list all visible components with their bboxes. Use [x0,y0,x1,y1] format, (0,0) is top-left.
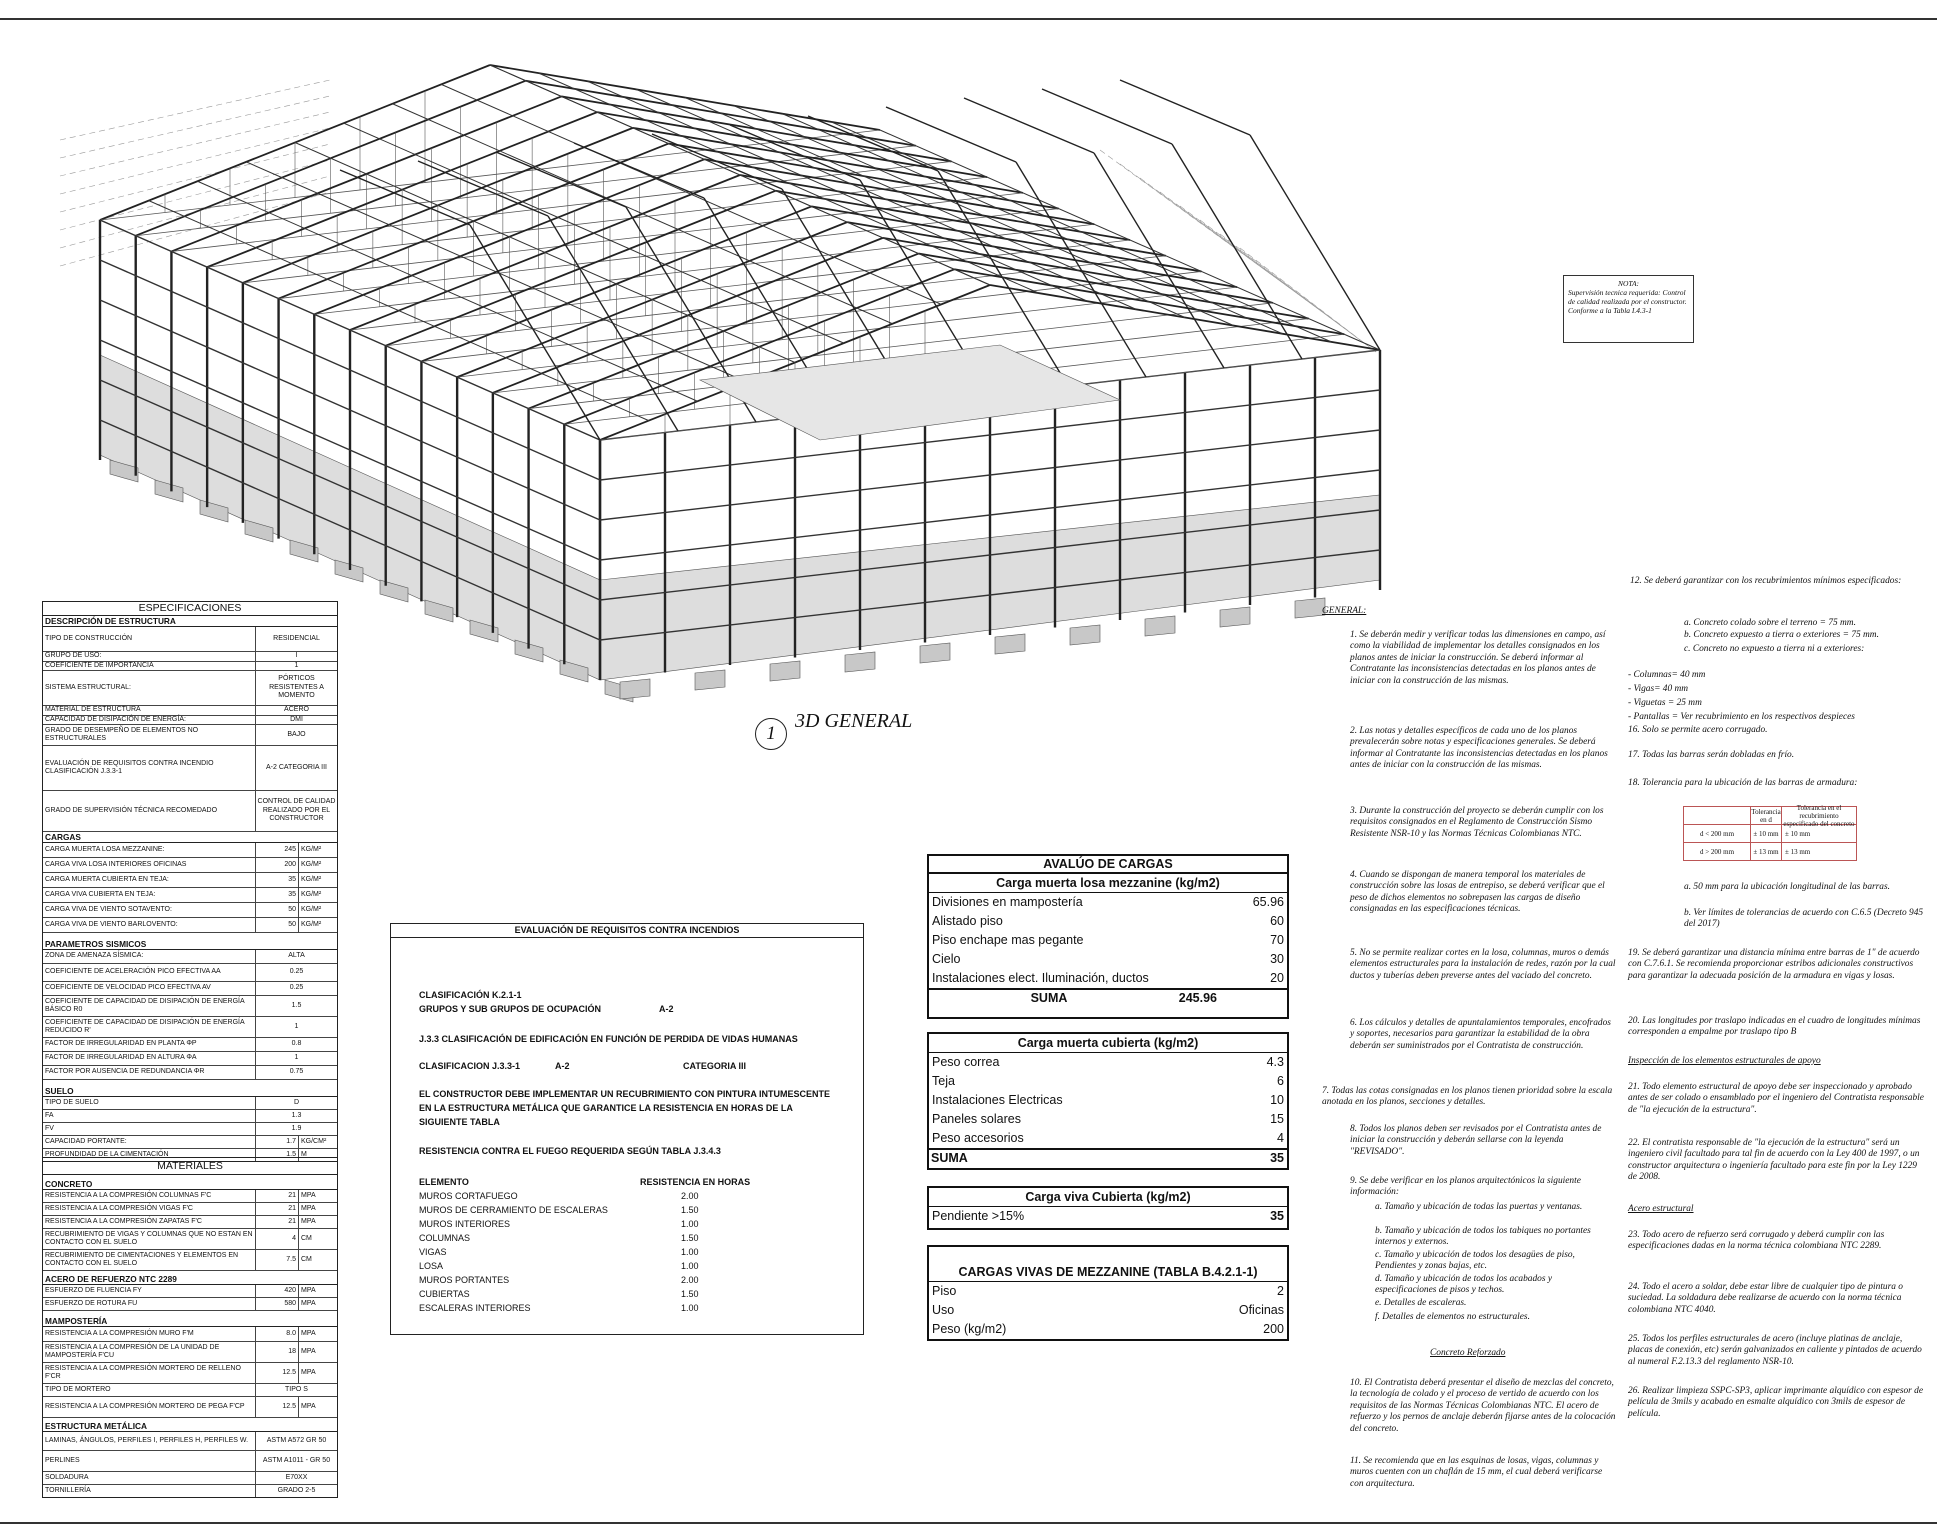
note-7: 7. Todas las cotas consignadas en los planos tienen prioridad sobre la escala anotada en los planos, secciones y detalles. [1322,1086,1613,1108]
load-row: Peso (kg/m2) 200 [932,1322,1284,1336]
material-row: RESISTENCIA A LA COMPRESIÓN MORTERO DE RELLENO F'CR 12.5 MPA [43,1363,337,1384]
note-11: 11. Se recomienda que en las esquinas de losas, vigas, columnas y muros cuenten con un chaflán de 15 mm, el cual deberá verificarse con arquitectura. [1350,1456,1603,1489]
fire-element-name: MUROS DE CERRAMIENTO DE ESCALERAS [419,1205,608,1215]
spec-row: FACTOR DE IRREGULARIDAD EN ALTURA ΦA 1 [43,1052,337,1066]
fire-value: A-2 [659,1004,674,1014]
spec-row: FA 1.3 [43,1110,337,1123]
purlin [685,98,1185,318]
footing [845,652,875,672]
fire-col-header: ELEMENTO [419,1177,469,1187]
spec-row: CARGA VIVA DE VIENTO BARLOVENTO: 50 KG/M² [43,918,337,933]
fire-line: EL CONSTRUCTOR DEBE IMPLEMENTAR UN RECUBRIMIENTO CON PINTURA INTUMESCENTE [419,1089,831,1099]
fire-element-hours: 1.00 [681,1261,699,1271]
note-12c: c. Concreto no expuesto a tierra ni a exteriores: [1684,644,1865,654]
footing [620,679,650,699]
material-row: RESISTENCIA A LA COMPRESIÓN COLUMNAS F'C 21 MPA [43,1190,337,1203]
load-row: Piso 2 [932,1284,1284,1298]
load-row: Peso correa 4.3 [932,1055,1284,1069]
load-row: Peso accesorios 4 [932,1131,1284,1145]
fire-requirements-box [390,923,864,1335]
general-notes-heading: GENERAL: [1322,606,1367,616]
fire-value: CATEGORIA III [683,1061,746,1071]
mezzanine-slab [700,345,1120,440]
note-16: 16. Solo se permite acero corrugado. [1628,725,1768,735]
fire-element-name: CUBIERTAS [419,1289,470,1299]
fire-line: EN LA ESTRUCTURA METÁLICA QUE GARANTICE LA RESISTENCIA EN HORAS DE LA [419,1103,793,1113]
tolerance-row: d > 200 mm ± 13 mm ± 13 mm [1684,843,1856,860]
sum-label: SUMA [1030,991,1068,1005]
note-18a: a. 50 mm para la ubicación longitudinal de las barras. [1684,882,1890,892]
note-12b: b. Concreto expuesto a tierra o exteriores = 75 mm. [1684,630,1879,640]
rafter [964,98,1094,153]
note-18: 18. Tolerancia para la ubicación de las barras de armadura: [1628,778,1858,788]
load-row: Pendiente >15% 35 [932,1209,1284,1223]
note-12: 12. Se deberá garantizar con los recubrimientos mínimos especificados: [1630,576,1902,586]
note-9: 9. Se debe verificar en los planos arquitectónicos la siguiente información: [1350,1176,1581,1198]
load-row: Divisiones en mampostería 65.96 [932,895,1284,909]
note-1: 1. Se deberán medir y verificar todas las dimensiones en campo, así como la viabilidad de implementar los detalles consignados en los planos antes de iniciar la construcción. Se deberá informar al Contratante las inconsistencias detectadas en los planos antes de iniciar con la construcción de las mismas. [1350,630,1606,686]
fire-element-hours: 1.50 [681,1233,699,1243]
materials-table [42,1157,338,1498]
load-table-title: Carga muerta cubierta (kg/m2) [929,1034,1287,1053]
purlin [344,123,844,343]
section-soil: SUELO [43,1086,337,1097]
note-24: 24. Todo el acero a soldar, debe estar libre de cualquier tipo de pintura o suciedad. La soldadura debe realizarse de acuerdo con la norma técnica colombiana NTC 4040. [1628,1282,1903,1315]
fire-element-name: COLUMNAS [419,1233,471,1243]
material-row: LAMINAS, ÁNGULOS, PERFILES I, PERFILES H, PERFILES W. ASTM A572 GR 50 [43,1432,337,1451]
spec-row: COEFICIENTE DE IMPORTANCIA 1 [43,662,337,672]
load-rows [929,1053,1287,1148]
spec-row: PROFUNDIDAD DE LA CIMENTACIÓN 1.5 M [43,1149,337,1161]
fire-line: J.3.3 CLASIFICACIÓN DE EDIFICACIÓN EN FUNCIÓN DE PERDIDA DE VIDAS HUMANAS [419,1034,798,1044]
rafter [1042,89,1172,144]
spec-row: COEFICIENTE DE VELOCIDAD PICO EFECTIVA AV 0.25 [43,982,337,996]
purlin [295,143,795,363]
spec-row: GRADO DE DESEMPEÑO DE ELEMENTOS NO ESTRUCTURALES BAJO [43,725,337,746]
spec-row: FACTOR DE IRREGULARIDAD EN PLANTA ΦP 0.8 [43,1038,337,1052]
load-sum-row [929,1148,1287,1166]
footing [1145,616,1175,636]
load-row: Teja 6 [932,1074,1284,1088]
note-18b: b. Ver límites de tolerancias de acuerdo con C.6.5 (Decreto 945 del 2017) [1684,908,1924,930]
material-row: RESISTENCIA A LA COMPRESIÓN ZAPATAS F'C 21 MPA [43,1216,337,1229]
load-rows [929,893,1287,988]
footing [995,634,1025,654]
note-5: 5. No se permite realizar cortes en la losa, columnas, muros o demás elementos estructurales para la instalación de redes, razón por la cual ductos y tuberías deben preverse antes del vaciado del concreto. [1350,948,1616,981]
note-3: 3. Durante la construcción del proyecto se deberán cumplir con los requisitos consignados en el Reglamento de Construcción Sismo Resistente NSR-10 y las Normas Técnicas Colombianas NTC. [1350,806,1604,839]
sum-total: 245.96 [1178,991,1217,1005]
spec-row: CAPACIDAD DE DISIPACIÓN DE ENERGÍA: DMI [43,716,337,726]
sum-label: SUMA [931,1151,968,1165]
section-concrete: CONCRETO [43,1179,337,1190]
note-text: Supervisión tecnica requerida: Control de calidad realizada por el constructor. Conforme a la Tabla I.4.3-1 [1568,288,1687,315]
fire-element-name: MUROS CORTAFUEGO [419,1191,518,1201]
material-row: TIPO DE MORTERO TIPO S [43,1384,337,1397]
fire-element-name: MUROS INTERIORES [419,1219,511,1229]
note-26: 26. Realizar limpieza SSPC-SP3, aplicar imprimante alquídico con espesor de película de 3mils y acabado en esmalte alquídico con 3mils de espesor de película. [1628,1386,1924,1419]
fire-element-hours: 1.50 [681,1289,699,1299]
note-4: 4. Cuando se dispongan de manera temporal los materiales de construcción sobre las losas de entrepiso, se deberá verificar que el peso de dichos elementos no sobrepasen las cargas de diseño consignadas en las especificaciones técnicas. [1350,870,1605,915]
purlin [198,181,698,401]
material-row: RESISTENCIA A LA COMPRESIÓN VIGAS F'C 21 MPA [43,1203,337,1216]
section-structure-description: DESCRIPCIÓN DE ESTRUCTURA [43,616,337,627]
note-9f: f. Detalles de elementos no estructurales. [1375,1312,1530,1322]
rafter [340,170,470,225]
tolerance-row: d < 200 mm ± 10 mm ± 10 mm [1684,825,1856,843]
note-9d: d. Tamaño y ubicación de todos los acabados y especificaciones de pisos y techos. [1375,1274,1552,1296]
cover-walls: - Pantallas = Ver recubrimiento en los respectivos despieces [1628,712,1855,722]
section-loads: CARGAS [43,832,337,843]
projection-line [60,96,330,158]
fire-line: RESISTENCIA CONTRA EL FUEGO REQUERIDA SEGÚN TABLA J.3.4.3 [419,1146,721,1156]
note-9a: a. Tamaño y ubicación de todas las puertas y ventanas. [1375,1202,1583,1212]
material-row: RESISTENCIA A LA COMPRESIÓN DE LA UNIDAD DE MAMPOSTERÍA F'CU 18 MPA [43,1342,337,1363]
material-row: RECUBRIMIENTO DE CIMENTACIONES Y ELEMENTOS EN CONTACTO CON EL SUELO 7.5 CM [43,1250,337,1271]
section-seismic: PARAMETROS SISMICOS [43,939,337,950]
note-2: 2. Las notas y detalles específicos de cada uno de los planos prevalecerán sobre notas y especificaciones generales. Se deberá informar al Contratante las inconsistencias detectadas en los planos antes de iniciar con la construcción de las mismas. [1350,726,1608,771]
cover-beams: - Vigas= 40 mm [1628,684,1689,694]
note-8: 8. Todos los planos deben ser revisados por el Contratista antes de iniciar la construcción y deberán sellarse con la leyenda "REVISADO". [1350,1124,1602,1157]
fire-element-name: MUROS PORTANTES [419,1275,510,1285]
specifications-title: ESPECIFICACIONES [43,602,337,616]
material-row: RESISTENCIA A LA COMPRESIÓN MORTERO DE PEGA F'CP 12.5 MPA [43,1397,337,1418]
section-steel: ESTRUCTURA METÁLICA [43,1421,337,1432]
fire-title: EVALUACIÓN DE REQUISITOS CONTRA INCENDIOS [391,924,863,938]
spec-row: FV 1.9 [43,1123,337,1136]
load-sum-row [929,988,1287,1006]
fire-value: A-2 [555,1061,570,1071]
material-row: PERLINES ASTM A1011 - GR 50 [43,1451,337,1472]
spec-row: GRADO DE SUPERVISIÓN TÉCNICA RECOMEDADO CONTROL DE CALIDAD REALIZADO POR EL CONSTRUCTOR [43,791,337,832]
note-9b: b. Tamaño y ubicación de todos los tabiques no portantes internos y externos. [1375,1226,1591,1248]
load-row: Uso Oficinas [932,1303,1284,1317]
fire-element-hours: 2.00 [681,1191,699,1201]
projection-line [60,144,330,212]
note-25: 25. Todos los perfiles estructurales de acero (incluye platinas de anclaje, placas de conexión, etc) serán galvanizados en caliente y pintados de acuerdo al numeral F.2.13.3 del reglamento NSR-10. [1628,1334,1922,1367]
load-row: Cielo 30 [932,952,1284,966]
footing [770,661,800,681]
fire-element-hours: 1.00 [681,1247,699,1257]
spec-row: CARGA VIVA LOSA INTERIORES OFICINAS 200 KG/M² [43,858,337,873]
spec-row: TIPO DE CONSTRUCCIÓN RESIDENCIAL [43,627,337,652]
note-19: 19. Se deberá garantizar una distancia mínima entre barras de 1" de acuerdo con C.7.6.1. Se recomienda proporcionar estribos adicionales constructivos para garantizar la adecuada posición de la armadura en vigas y losas. [1628,948,1920,981]
note-10: 10. El Contratista deberá presentar el diseño de mezclas del concreto, la tecnología de colado y el proceso de vertido de acuerdo con los requisitos de las Normas Técnicas Colombianas NTC. El acero de refuerzo y los pernos de anclaje deberán fijarse antes de la colocación del concreto. [1350,1378,1616,1434]
load-row: Instalaciones Electricas 10 [932,1093,1284,1107]
note-6: 6. Los cálculos y detalles de apuntalamientos temporales, encofrados y soportes, necesarios para garantizar la estabilidad de la obra deberán ser suministrados por el Contratista de construcción. [1350,1018,1611,1051]
view-title: 3D GENERAL [795,710,913,732]
tolerance-table [1683,803,1857,861]
load-row: Instalaciones elect. Iluminación, ductos 20 [932,971,1284,985]
load-table-title: Carga viva Cubierta (kg/m2) [929,1188,1287,1207]
spec-row: CARGA MUERTA CUBIERTA EN TEJA: 35 KG/M² [43,873,337,888]
load-table-title: CARGAS VIVAS DE MEZZANINE (TABLA B.4.2.1-1) [929,1247,1287,1282]
spec-row: SISTEMA ESTRUCTURAL: PÓRTICOS RESISTENTES A MOMENTO [43,671,337,706]
spec-row: COEFICIENTE DE CAPACIDAD DE DISIPACIÓN DE ENERGÍA BÁSICO R0 1.5 [43,996,337,1017]
spec-row: FACTOR POR AUSENCIA DE REDUNDANCIA ΦR 0.75 [43,1066,337,1080]
material-row: RESISTENCIA A LA COMPRESIÓN MURO F'M 8.0 MPA [43,1327,337,1342]
material-row: ESFUERZO DE FLUENCIA FY 420 MPA [43,1285,337,1298]
materials-title: MATERIALES [43,1158,337,1175]
material-row: SOLDADURA E70XX [43,1472,337,1485]
material-row: TORNILLERÍA GRADO 2-5 [43,1485,337,1497]
fire-element-hours: 1.00 [681,1219,699,1229]
spec-row: CARGA VIVA DE VIENTO SOTAVENTO: 50 KG/M² [43,903,337,918]
note-22: 22. El contratista responsable de "la ejecución de la estructura" será un ingeniero civil facultado para tal fin de acuerdo con la Ley 400 de 1997, o un constructor arquitectura o ingeniería facultado para este fin por la Ley 1229 de 2008. [1628,1138,1920,1183]
purlin [149,201,649,421]
section-rebar: ACERO DE REFUERZO NTC 2289 [43,1274,337,1285]
tie-beam [100,130,880,220]
footing [1070,625,1100,645]
fire-element-hours: 1.00 [681,1303,699,1313]
load-table-roof-dead [927,1032,1289,1170]
load-row: Piso enchape mas pegante 70 [932,933,1284,947]
load-table-roof-live [927,1186,1289,1230]
rafter [1250,135,1380,350]
note-12a: a. Concreto colado sobre el terreno = 75 mm. [1684,618,1856,628]
footing [1220,607,1250,627]
load-row: Alistado piso 60 [932,914,1284,928]
load-table-title: Carga muerta losa mezzanine (kg/m2) [929,874,1287,893]
material-row: RECUBRIMIENTO DE VIGAS Y COLUMNAS QUE NO ESTAN EN CONTACTO CON EL SUELO 4 CM [43,1229,337,1250]
fire-element-hours: 2.00 [681,1275,699,1285]
structural-steel-heading: Acero estructural [1628,1204,1694,1214]
spec-row: GRUPO DE USO: I [43,652,337,662]
spec-row: CAPACIDAD PORTANTE: 1.7 KG/CM² [43,1136,337,1149]
specifications-table [42,601,338,1162]
purlin [393,104,893,324]
load-table-mezzanine [927,854,1289,1019]
reinforced-concrete-heading: Concreto Reforzado [1430,1348,1506,1358]
fire-line: GRUPOS Y SUB GRUPOS DE OCUPACIÓN [419,1004,602,1014]
load-table-mezzanine-live [927,1245,1289,1341]
material-row: ESFUERZO DE ROTURA FU 580 MPA [43,1298,337,1311]
note-17: 17. Todas las barras serán dobladas en frío. [1628,750,1795,760]
load-rows [929,1282,1287,1339]
fire-element-hours: 1.50 [681,1205,699,1215]
supervision-note-box [1563,275,1694,343]
fire-line: CLASIFICACION J.3.3-1 [419,1061,521,1071]
note-9e: e. Detalles de escaleras. [1375,1298,1467,1308]
projection-line [60,128,330,194]
sum-total: 35 [1270,1151,1284,1165]
footing [1295,598,1325,618]
footing [695,670,725,690]
footing [920,643,950,663]
fire-line: CLASIFICACIÓN K.2.1-1 [419,990,522,1000]
inspection-heading: Inspección de los elementos estructurales de apoyo [1628,1056,1821,1066]
load-row: Paneles solares 15 [932,1112,1284,1126]
fire-col-header: RESISTENCIA EN HORAS [640,1177,751,1187]
note-9c: c. Tamaño y ubicación de todos los desagües de piso, Pendientes y zonas bajas, etc. [1375,1250,1575,1272]
tolerance-header-row: Tolerancia en d Tolerancia en el recubrimiento especificado del concreto [1684,807,1856,825]
section-masonry: MAMPOSTERÍA [43,1316,337,1327]
rafter [1120,80,1250,135]
loads-main-title: AVALÚO DE CARGAS [929,856,1287,874]
spec-row: EVALUACIÓN DE REQUISITOS CONTRA INCENDIO CLASIFICACIÓN J.3.3-1 A-2 CATEGORIA III [43,746,337,791]
cover-columns: - Columnas= 40 mm [1628,670,1706,680]
projection-line [60,80,330,140]
cover-joists: - Viguetas = 25 mm [1628,698,1702,708]
fire-element-name: VIGAS [419,1247,447,1257]
fire-element-name: ESCALERAS INTERIORES [419,1303,531,1313]
note-title: NOTA: [1617,279,1640,288]
rafter [808,116,938,171]
note-20: 20. Las longitudes por traslapo indicadas en el cuadro de longitudes mínimas corresponden a empalme por traslapo tipo B [1628,1016,1921,1038]
note-21: 21. Todo elemento estructural de apoyo debe ser inspeccionado y aprobado antes de ser colado o ensamblado por el ingeniero del Contratista responsable de "la ejecución de la estructura". [1628,1082,1924,1115]
spec-row: COEFICIENTE DE CAPACIDAD DE DISIPACIÓN DE ENERGÍA REDUCIDO R' 1 [43,1017,337,1038]
spec-row: TIPO DE SUELO D [43,1097,337,1110]
spec-row: COEFICIENTE DE ACELERACIÓN PICO EFECTIVA AA 0.25 [43,964,337,982]
spec-row: CARGA VIVA CUBIERTA EN TEJA: 35 KG/M² [43,888,337,903]
note-23: 23. Todo acero de refuerzo será corrugado y deberá cumplir con las especificaciones dadas en la norma técnica colombiana NTC 2289. [1628,1230,1885,1252]
view-number-bubble: 1 [755,718,787,750]
spec-row: ZONA DE AMENAZA SÍSMICA: ALTA [43,950,337,964]
spec-row: MATERIAL DE ESTRUCTURA ACERO [43,706,337,716]
fire-element-name: LOSA [419,1261,444,1271]
spec-row: CARGA MUERTA LOSA MEZZANINE: 245 KG/M² [43,843,337,858]
fire-line: SIGUIENTE TABLA [419,1117,500,1127]
